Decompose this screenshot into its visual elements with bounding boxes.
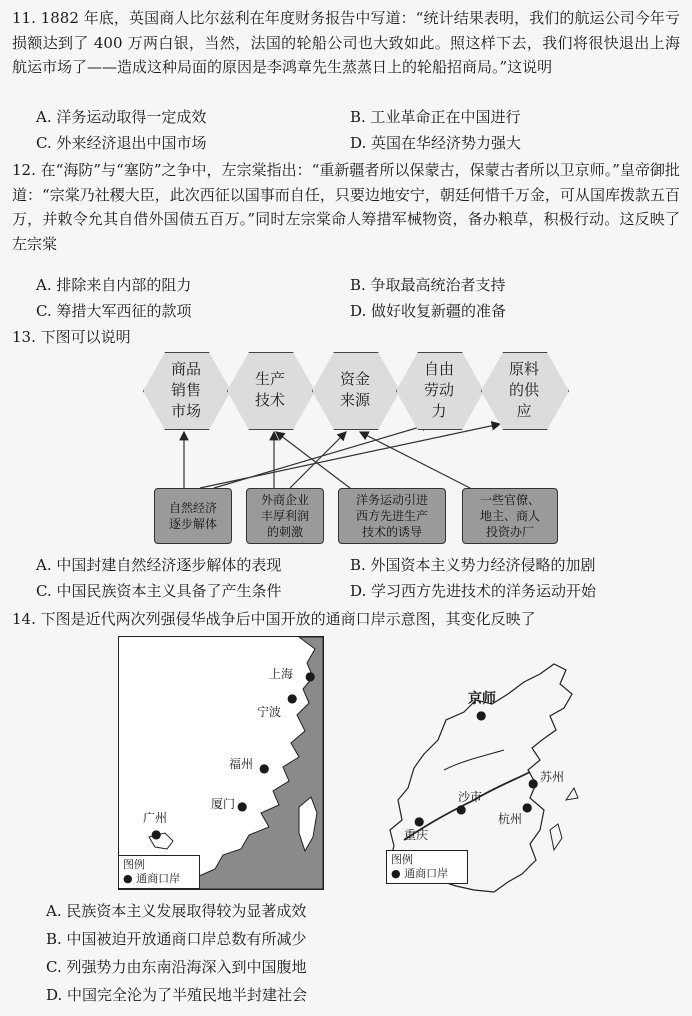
q11-option-d: D. 英国在华经济势力强大 <box>350 134 522 152</box>
port-dot: ● <box>287 691 298 705</box>
q13-option-b: B. 外国资本主义势力经济侵略的加剧 <box>350 556 596 574</box>
q12-option-b: B. 争取最高统治者支持 <box>350 276 506 294</box>
q11-stem: 11. 1882 年底，英国商人比尔兹利在年度财务报告中写道：“统计结果表明，我们的航运公司今年亏损额达到了 400 万两白银，当然，法国的轮船公司也大致如此。照这样下去，我们将很快退出上海航运市场了——造成这种局面的原因是李鸿章先生蒸蒸日上的轮船招商局。”这说明 <box>12 9 680 76</box>
city-label: 重庆 <box>404 828 429 842</box>
cause-natural-economy: 自然经济 逐步解体 <box>154 488 232 544</box>
q14-option-a: A. 民族资本主义发展取得较为显著成效 <box>46 902 307 920</box>
legend-item: ● 通商口岸 <box>391 867 449 880</box>
city-label: 广州 <box>143 811 168 825</box>
city-label: 上海 <box>269 667 294 681</box>
q14-option-c: C. 列强势力由东南沿海深入到中国腹地 <box>46 958 307 976</box>
city-label: 沙市 <box>458 790 483 804</box>
q13-option-c: C. 中国民族资本主义具备了产生条件 <box>36 582 282 600</box>
q11-option-b: B. 工业革命正在中国进行 <box>350 108 521 126</box>
capital-dot: ● <box>476 708 487 722</box>
q14-option-d: D. 中国完全沦为了半殖民地半封建社会 <box>46 986 308 1004</box>
port-dot: ● <box>305 669 316 683</box>
q14-stem: 14. 下图是近代两次列强侵华战争后中国开放的通商口岸示意图，其变化反映了 <box>12 610 536 628</box>
q14-option-b: B. 中国被迫开放通商口岸总数有所减少 <box>46 930 307 948</box>
cause-foreign-profit: 外商企业 丰厚利润 的刺激 <box>246 488 324 544</box>
map-inland-ports <box>384 660 580 896</box>
hex-label: 资金 来源 <box>339 370 370 409</box>
q11-option-c: C. 外来经济退出中国市场 <box>36 134 207 152</box>
city-label: 杭州 <box>498 812 523 826</box>
city-label: 福州 <box>229 757 254 771</box>
q12-option-a: A. 排除来自内部的阻力 <box>36 276 192 294</box>
hex-commodity-market <box>143 352 229 428</box>
hex-raw-material <box>481 352 567 428</box>
q12-option-d: D. 做好收复新疆的准备 <box>350 302 507 320</box>
q12-stem: 12. 在“海防”与“塞防”之争中，左宗棠指出：“重新疆者所以保蒙古，保蒙古者所以卫京师。”皇帝御批道：“宗棠乃社稷大臣，此次西征以国事而自任，只要边地安宁，朝廷何惜千万金，可从国库拨款五百万，并敕令允其自借外国债五百万。”同时左宗棠命人筹措军械物资，备办粮草，积极行动。这反映了左宗棠 <box>12 161 680 253</box>
map-coastal-ports <box>118 636 324 890</box>
port-dot: ● <box>259 761 270 775</box>
legend-title: 图例 <box>391 853 413 866</box>
q13-option-a: A. 中国封建自然经济逐步解体的表现 <box>36 556 282 574</box>
port-dot: ● <box>522 800 533 814</box>
city-label: 苏州 <box>540 770 565 784</box>
hex-label: 原料 的供 应 <box>508 359 539 420</box>
city-label: 宁波 <box>257 705 282 719</box>
hex-capital-source <box>312 352 398 428</box>
hex-production-technology <box>227 352 313 428</box>
legend-item: ● 通商口岸 <box>123 872 181 885</box>
city-label: 厦门 <box>211 797 236 811</box>
q13-stem: 13. 下图可以说明 <box>12 328 131 346</box>
q12-option-c: C. 筹措大军西征的款项 <box>36 302 192 320</box>
hex-label: 生产 技术 <box>254 370 285 409</box>
legend-title: 图例 <box>123 858 145 871</box>
cause-investment: 一些官僚、 地主、商人 投资办厂 <box>462 488 558 544</box>
port-dot: ● <box>414 814 425 828</box>
q13-option-d: D. 学习西方先进技术的洋务运动开始 <box>350 582 597 600</box>
capital-label: 京师 <box>468 691 496 707</box>
hex-label: 商品 销售 市场 <box>170 359 201 420</box>
port-dot: ● <box>237 799 248 813</box>
port-dot: ● <box>151 827 162 841</box>
q11-option-a: A. 洋务运动取得一定成效 <box>36 108 207 126</box>
hex-label: 自由 劳动 力 <box>423 359 454 420</box>
hex-free-labor <box>396 352 482 428</box>
port-dot: ● <box>456 802 467 816</box>
map2-legend <box>386 850 468 884</box>
map1-legend <box>118 855 200 889</box>
port-dot: ● <box>528 776 539 790</box>
cause-westernization: 洋务运动引进 西方先进生产 技术的诱导 <box>338 488 446 544</box>
